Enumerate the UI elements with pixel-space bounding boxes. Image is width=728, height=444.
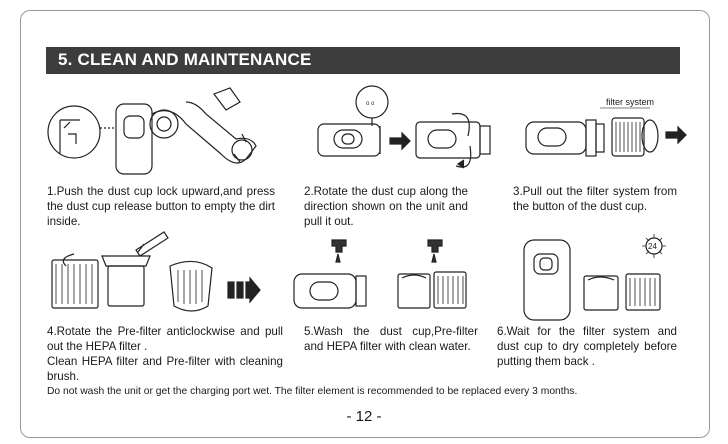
step5-illustration (288, 232, 484, 322)
section-header (46, 47, 680, 74)
step3-text: 3.Pull out the filter system from the button of the dust cup. (513, 185, 677, 213)
step2-illustration (312, 80, 502, 180)
step1-text: 1.Push the dust cup lock upward,and press the dust cup release button to empty the dirt inside. (47, 185, 275, 228)
step4-text (47, 324, 283, 384)
step2-text: 2.Rotate the dust cup along the direction shown on the unit and pull it out. (304, 185, 468, 228)
step1-illustration (46, 84, 266, 184)
svg-text:o o: o o (366, 101, 375, 107)
step4-text-line2: Clean HEPA filter and Pre-filter with cleaning brush. (47, 355, 283, 383)
page-number: - 12 - (346, 408, 382, 425)
step6-illustration (510, 232, 690, 322)
filter-system-label: filter system (606, 97, 655, 107)
step4-text-line1: 4.Rotate the Pre-filter anticlockwise and pull out the HEPA filter . (47, 325, 283, 353)
clock-hours-label: 24 (648, 242, 657, 251)
step5-text: 5.Wash the dust cup,Pre-filter and HEPA filter with clean water. (304, 325, 478, 353)
step4-illustration (44, 226, 284, 318)
section-title: 5. CLEAN AND MAINTENANCE (58, 50, 312, 69)
step6-text: 6.Wait for the filter system and dust cup to dry completely before putting them back . (497, 325, 677, 368)
maintenance-note: Do not wash the unit or get the charging port wet. The filter element is recommended to be replaced every 3 months. (47, 386, 578, 397)
step3-illustration (520, 96, 690, 176)
